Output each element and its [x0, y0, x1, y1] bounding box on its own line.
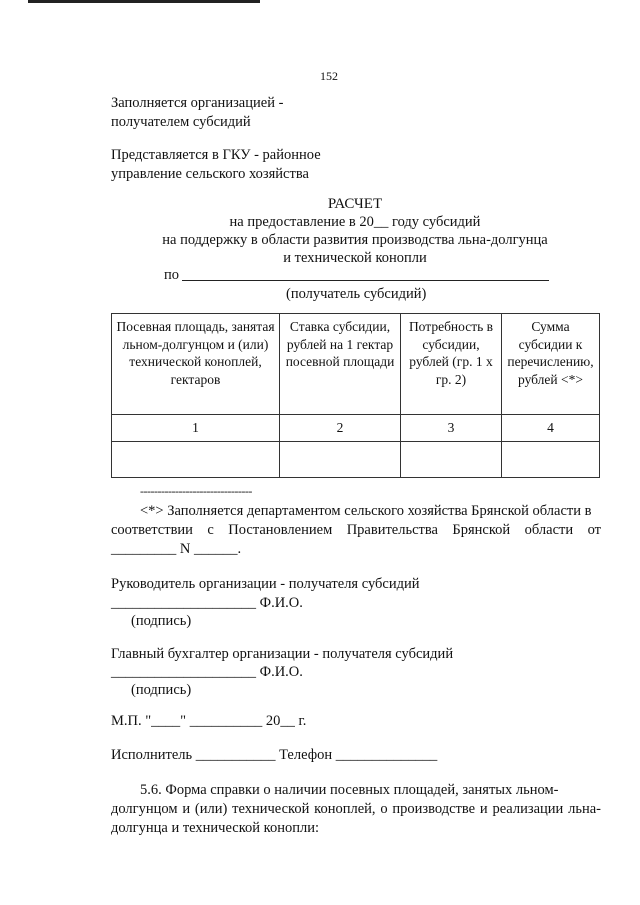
- column-number-cell: 2: [280, 415, 401, 442]
- po-label: по: [164, 267, 180, 283]
- footnote-line2: соответствии с Постановлением Правительства Брянской области от: [111, 522, 601, 538]
- title-line3: и технической конопли: [283, 250, 427, 266]
- table-row: [112, 442, 600, 478]
- footnote-line3: _________ N ______.: [111, 541, 242, 557]
- calculation-table: [111, 313, 600, 478]
- table-cell: [112, 442, 280, 478]
- recipient-blank-line: [182, 280, 549, 281]
- header-cell-area: Посевная площадь, занятая льном-долгунцом и (или) технической коноплей, гектаров: [112, 314, 280, 415]
- header-cell-need: Потребность в субсидии, рублей (гр. 1 x гр. 2): [401, 314, 502, 415]
- title-line2: на поддержку в области развития производства льна-долгунца: [162, 232, 548, 248]
- header-cell-rate: Ставка субсидии, рублей на 1 гектар посевной площади: [280, 314, 401, 415]
- header-filled-by-line2: получателем субсидий: [111, 114, 251, 130]
- header-submitted-to-line2: управление сельского хозяйства: [111, 166, 309, 182]
- header-cell-sum: Сумма субсидии к перечислению, рублей <*>: [502, 314, 600, 415]
- column-number-cell: 1: [112, 415, 280, 442]
- footnote-separator: --------------------------------: [140, 484, 252, 498]
- column-number-cell: 3: [401, 415, 502, 442]
- head-signature-line: ____________________ Ф.И.О.: [111, 595, 303, 611]
- top-edge-bar: [28, 0, 260, 3]
- table-cell: [502, 442, 600, 478]
- accountant-signature-caption: (подпись): [131, 682, 192, 698]
- table-cell: [280, 442, 401, 478]
- head-signature-caption: (подпись): [131, 613, 192, 629]
- table-cell: [401, 442, 502, 478]
- footnote-line1: <*> Заполняется департаментом сельского хозяйства Брянской области в: [140, 503, 592, 519]
- section-heading-line1: 5.6. Форма справки о наличии посевных площадей, занятых льном-: [140, 782, 559, 798]
- executor-phone-line: Исполнитель ___________ Телефон ______________: [111, 747, 438, 763]
- recipient-caption: (получатель субсидий): [286, 286, 427, 302]
- table-header-row: [112, 314, 600, 415]
- accountant-signature-title: Главный бухгалтер организации - получателя субсидий: [111, 646, 454, 662]
- accountant-signature-line: ____________________ Ф.И.О.: [111, 664, 303, 680]
- column-number-cell: 4: [502, 415, 600, 442]
- stamp-date-line: М.П. "____" __________ 20__ г.: [111, 713, 307, 729]
- document-title: РАСЧЕТ: [327, 196, 383, 212]
- section-heading-line3: долгунца и технической конопли:: [111, 820, 320, 836]
- page-number: 152: [320, 69, 338, 83]
- title-line1: на предоставление в 20__ году субсидий: [229, 214, 481, 230]
- head-signature-title: Руководитель организации - получателя субсидий: [111, 576, 420, 592]
- header-filled-by-line1: Заполняется организацией -: [111, 95, 284, 111]
- section-heading-line2: долгунцом и (или) технической коноплей, о производстве и реализации льна-: [111, 801, 601, 817]
- header-submitted-to-line1: Представляется в ГКУ - районное: [111, 147, 321, 163]
- table-row: [112, 415, 600, 442]
